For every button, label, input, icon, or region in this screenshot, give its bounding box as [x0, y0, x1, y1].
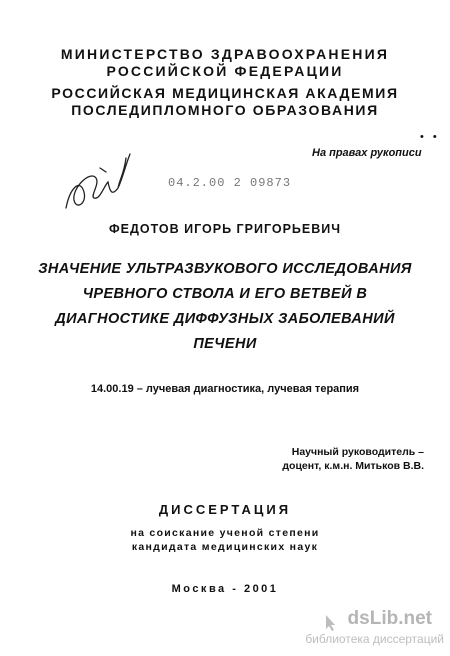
- specialty-code: 14.00.19 – лучевая диагностика, лучевая терапия: [90, 383, 360, 395]
- academy-line-1: РОССИЙСКАЯ МЕДИЦИНСКАЯ АКАДЕМИЯ: [51, 85, 399, 101]
- supervisor-line-1: Научный руководитель –: [291, 446, 424, 458]
- ministry-line-2: РОССИЙСКОЙ ФЕДЕРАЦИИ: [106, 63, 344, 79]
- watermark-logo: dsLib.net: [347, 608, 432, 629]
- academy-heading: [0, 85, 450, 119]
- title-line-4: ПЕЧЕНИ: [193, 336, 257, 352]
- dslib-watermark: [305, 608, 444, 650]
- title-line-3: ДИАГНОСТИКЕ ДИФФУЗНЫХ ЗАБОЛЕВАНИЙ: [55, 311, 395, 327]
- handwritten-signature: [60, 148, 144, 220]
- title-line-1: ЗНАЧЕНИЕ УЛЬТРАЗВУКОВОГО ИССЛЕДОВАНИЯ: [38, 261, 412, 277]
- watermark-arrow-icon: [324, 614, 338, 632]
- degree-statement: [0, 526, 450, 554]
- dissertation-title: [0, 257, 450, 357]
- title-line-2: ЧРЕВНОГО СТВОЛА И ЕГО ВЕТВЕЙ В: [82, 286, 368, 302]
- author-name: ФЕДОТОВ ИГОРЬ ГРИГОРЬЕВИЧ: [108, 222, 342, 236]
- degree-line-1: на соискание ученой степени: [130, 527, 320, 539]
- degree-line-2: кандидата медицинских наук: [131, 541, 319, 553]
- academy-line-2: ПОСЛЕДИПЛОМНОГО ОБРАЗОВАНИЯ: [71, 102, 379, 118]
- document-type: ДИССЕРТАЦИЯ: [158, 502, 292, 517]
- ministry-line-1: МИНИСТЕРСТВО ЗДРАВООХРАНЕНИЯ: [60, 46, 390, 62]
- city-and-year: Москва - 2001: [171, 583, 279, 595]
- ministry-heading: [0, 46, 450, 80]
- manuscript-rights-label: На правах рукописи: [312, 147, 422, 159]
- scientific-supervisor: [282, 445, 424, 473]
- archive-stamp-number: 04.2.00 2 09873: [168, 176, 292, 190]
- watermark-tagline: библиотека диссертаций: [305, 632, 444, 646]
- supervisor-line-2: доцент, к.м.н. Митьков В.В.: [282, 460, 424, 472]
- ink-dots: • •: [420, 131, 440, 143]
